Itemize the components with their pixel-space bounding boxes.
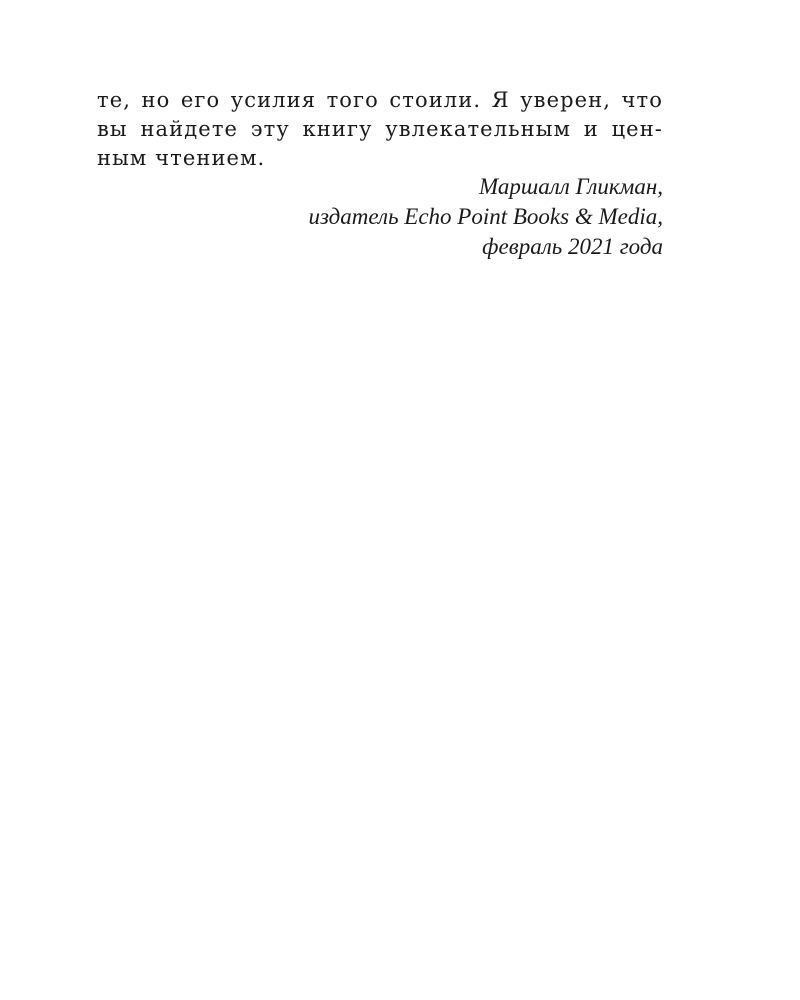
paragraph-line: те, но его усилия того стоили. Я уверен, что	[97, 88, 663, 112]
signature-block	[163, 172, 663, 262]
body-paragraph	[97, 86, 663, 173]
paragraph-line: вы найдете эту книгу увлекательным и цен-	[97, 117, 663, 141]
signature-name: Маршалл Гликман,	[479, 174, 663, 199]
paragraph-line: ным чтением.	[97, 146, 266, 170]
signature-position: издатель Echo Point Books & Media,	[308, 204, 663, 229]
signature-date: февраль 2021 года	[482, 234, 663, 259]
